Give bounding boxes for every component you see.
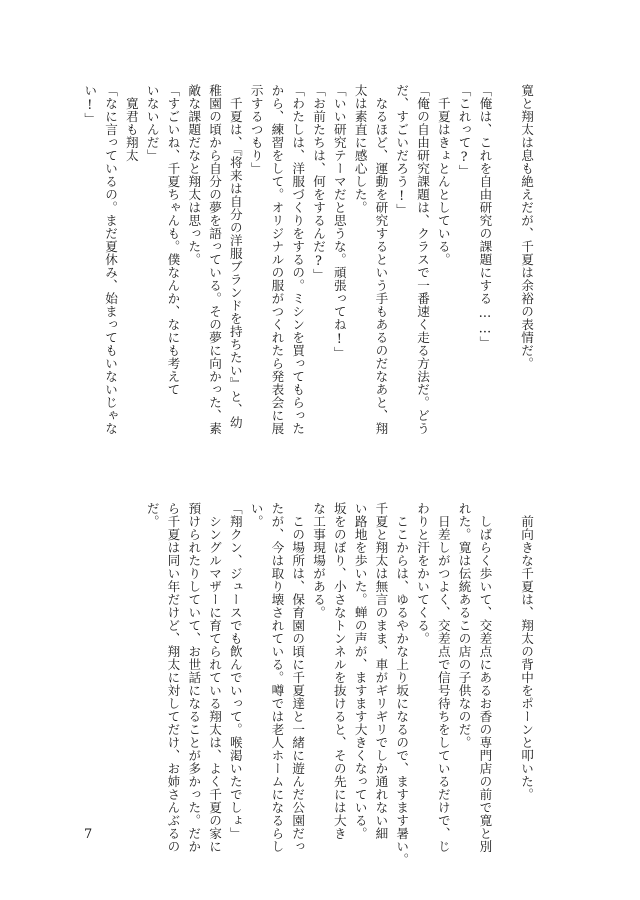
text-line: 「俺の自由研究課題は、クラスで一番速く走る方法だ。どう: [415, 84, 431, 435]
text-line: わりと汗をかいてくる。: [415, 502, 431, 645]
text-line: 前向きな千夏は、翔太の背中をポーンと叩いた。: [519, 502, 534, 801]
text-line: 「いい研究テーマだと思うな。頑張ってね!」: [331, 84, 347, 360]
page-number: 7: [84, 827, 93, 842]
text-line: 千夏はきょとんとしている。: [435, 84, 451, 266]
blank-line: [494, 84, 515, 459]
text-line: なるほど、運動を研究するという手もあるのだなあと、翔: [373, 84, 389, 435]
text-line: な工事現場がある。: [311, 502, 327, 619]
text-line: 示するつもり」: [248, 84, 264, 175]
text-line: たが、今は取り壊されている。噂では老人ホームになるらし: [269, 502, 285, 853]
text-line: 坂をのぼり、小さなトンネルを抜けると、その先には大き: [331, 502, 347, 840]
text-line: 千夏と翔太は無言のまま、車がギリギリでしか通れない細: [373, 502, 389, 840]
text-line: 敵な課題だなと翔太は思った。: [186, 84, 202, 266]
text-line: 日差しがつよく、交差点で信号待ちをしているだけで、じ: [435, 502, 451, 853]
text-line: しばらく歩いて、交差点にあるお香の専門店の前で寛と別: [477, 502, 493, 853]
text-line: い。: [248, 502, 264, 528]
text-line: シングルマザーに育てられている翔太は、よく千夏の家に: [207, 502, 223, 853]
text-line: 千夏は、『将来は自分の洋服ブランドを持ちたい』と、幼: [227, 84, 243, 429]
text-line: 預けられたりしていて、お世話になることが多かった。だか: [186, 502, 202, 853]
text-line: いないんだ」: [144, 84, 160, 162]
text-line: 「翔クン、ジュースでも飲んでいって。喉渇いたでしょ」: [227, 502, 243, 840]
text-line: れた。寛は伝統あるこの店の子供なのだ。: [456, 502, 472, 749]
text-line: この場所は、保育園の頃に千夏達と一緒に遊んだ公園だっ: [290, 502, 306, 853]
text-line: い路地を歩いた。蝉の声が、ますます大きくなっている。: [352, 502, 368, 840]
text-line: だ、すごいだろう!」: [394, 84, 410, 217]
text-line: 「わたしは、洋服づくりをするの。ミシンを買ってもらった: [290, 84, 306, 435]
text-line: ら千夏は同い年だけど、翔太に対してだけ、お姉さんぶるの: [165, 502, 181, 853]
text-line: 稚園の頃から自分の夢を語っている。その夢に向かった、素: [207, 84, 223, 435]
text-line: 「お前たちは、何をするんだ?」: [311, 84, 327, 282]
lower-text-block: [141, 502, 536, 866]
text-line: 「すごいね、千夏ちゃんも。僕なんか、なにも考えて: [165, 84, 181, 396]
text-line: から、練習をして。オリジナルの服がつくれたら発表会に展: [269, 84, 285, 435]
text-line: 「俺は、これを自由研究の課題にする……」: [477, 84, 493, 349]
text-line: ここからは、ゆるやかな上り坂になるので、ますます暑い。: [394, 502, 410, 866]
text-line: 「なに言っているの。まだ夏休み、始まってもいないじゃな: [103, 84, 119, 435]
text-line: い!」: [82, 84, 98, 126]
text-line: 寛と翔太は息も絶えだが、千夏は余裕の表情だ。: [519, 84, 534, 370]
text-line: 「これって?」: [456, 84, 472, 178]
blank-line: [494, 502, 515, 847]
upper-text-block: [78, 84, 536, 459]
text-line: 寛君も翔太: [123, 84, 139, 162]
text-line: 太は素直に感心した。: [352, 84, 368, 214]
text-line: だ。: [144, 502, 160, 528]
